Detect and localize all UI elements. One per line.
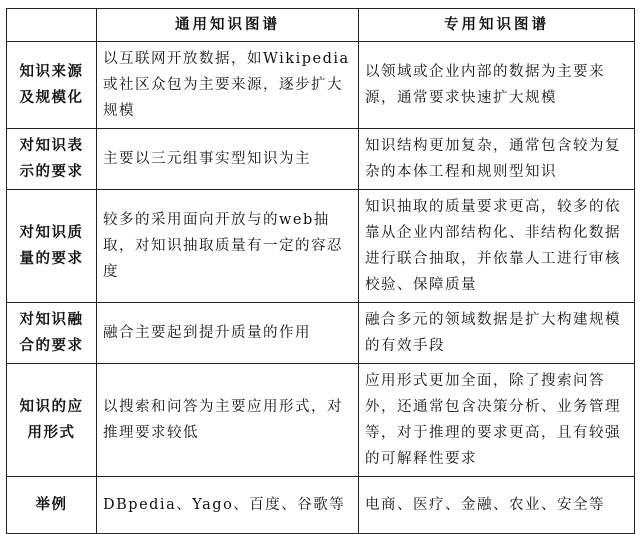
row-label: 知识来源及规模化 [7,42,97,129]
specific-cell: 电商、医疗、金融、农业、安全等 [359,477,635,534]
general-cell: DBpedia、Yago、百度、谷歌等 [97,477,359,534]
general-cell: 以搜索和问答为主要应用形式，对推理要求较低 [97,364,359,477]
table-row [7,42,635,129]
table-row [7,303,635,364]
specific-cell: 融合多元的领域数据是扩大构建规模的有效手段 [359,303,635,364]
specific-cell: 知识结构更加复杂，通常包含较为复杂的本体工程和规则型知识 [359,129,635,190]
row-label: 对知识表示的要求 [7,129,97,190]
header-cell-empty [7,9,97,42]
specific-cell: 以领域或企业内部的数据为主要来源，通常要求快速扩大规模 [359,42,635,129]
table-row [7,364,635,477]
general-cell: 主要以三元组事实型知识为主 [97,129,359,190]
header-general-kg: 通用知识图谱 [97,9,359,42]
row-label: 举例 [7,477,97,534]
specific-cell: 知识抽取的质量要求更高，较多的依靠从企业内部结构化、非结构化数据进行联合抽取，并依靠人工进行审核校验、保障质量 [359,190,635,303]
table-row [7,190,635,303]
general-cell: 融合主要起到提升质量的作用 [97,303,359,364]
header-specific-kg: 专用知识图谱 [359,9,635,42]
table-row [7,477,635,534]
table-header-row [7,9,635,42]
table-row [7,129,635,190]
general-cell: 较多的采用面向开放与的web抽取，对知识抽取质量有一定的容忍度 [97,190,359,303]
general-cell: 以互联网开放数据，如Wikipedia或社区众包为主要来源，逐步扩大规模 [97,42,359,129]
row-label: 对知识融合的要求 [7,303,97,364]
specific-cell: 应用形式更加全面，除了搜索问答外，还通常包含决策分析、业务管理等，对于推理的要求更高，且有较强的可解释性要求 [359,364,635,477]
row-label: 对知识质量的要求 [7,190,97,303]
row-label: 知识的应用形式 [7,364,97,477]
comparison-table [6,8,635,534]
